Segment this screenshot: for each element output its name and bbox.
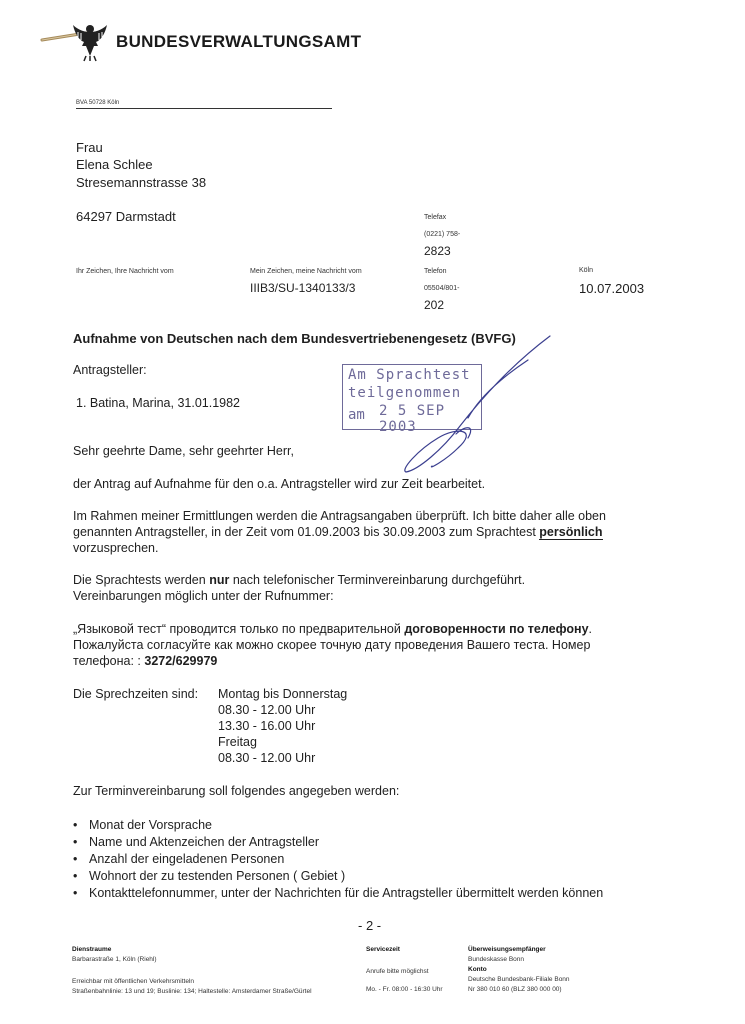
russian-text-a: „Языковой тест“ проводится только по предварительной bbox=[73, 622, 401, 636]
list-item: • Monat der Vorsprache bbox=[73, 817, 693, 834]
footer-premises bbox=[72, 945, 362, 997]
russian-emphasis: договоренности по телефону bbox=[404, 622, 589, 636]
russian-line-3 bbox=[73, 653, 673, 669]
footer-account-number: Nr 380 010 60 (BLZ 380 000 00) bbox=[468, 986, 562, 993]
footer-premises-title: Dienstraume bbox=[72, 946, 112, 953]
your-reference-label: Ihr Zeichen, Ihre Nachricht vom bbox=[76, 268, 174, 275]
russian-text-b: . bbox=[588, 622, 593, 636]
russian-phone-number: 3272/629979 bbox=[144, 654, 218, 668]
stamp-line-2: teilgenommen bbox=[348, 385, 462, 401]
paragraph-request-line-3: vorzusprechen. bbox=[73, 541, 159, 555]
recipient-name: Elena Schlee bbox=[76, 157, 153, 172]
paragraph-request-line-2 bbox=[73, 524, 673, 540]
paragraph-status: der Antrag auf Aufnahme für den o.a. Antragsteller wird zur Zeit bearbeitet. bbox=[73, 477, 486, 491]
stamp-line-3-prefix: am bbox=[348, 407, 365, 423]
footer-bank-name: Deutsche Bundesbank-Filiale Bonn bbox=[468, 976, 570, 983]
footer-service-hours: Mo. - Fr. 08:00 - 16:30 Uhr bbox=[366, 986, 443, 993]
list-item: • Wohnort der zu testenden Personen ( Gebiet ) bbox=[73, 868, 693, 885]
russian-line-1 bbox=[73, 621, 673, 637]
appointment-text-a: Die Sprachtests werden bbox=[73, 573, 206, 587]
footer-bank-recipient: Bundeskasse Bonn bbox=[468, 956, 525, 963]
my-reference-value: IIIB3/SU-1340133/3 bbox=[250, 281, 356, 295]
list-item: • Anzahl der eingeladenen Personen bbox=[73, 851, 693, 868]
recipient-city: 64297 Darmstadt bbox=[76, 209, 176, 224]
office-hours-label: Die Sprechzeiten sind: bbox=[73, 687, 199, 701]
footer-premises-address: Barbarastraße 1, Köln (Riehl) bbox=[72, 956, 157, 963]
footer-transit-label: Erreichbar mit öffentlichen Verkehrsmitteln bbox=[72, 978, 194, 985]
footer-bank bbox=[468, 945, 668, 995]
paragraph-appointment-line-2: Vereinbarungen möglich unter der Rufnummer: bbox=[73, 589, 334, 603]
sender-return-address: BVA 50728 Köln bbox=[76, 100, 120, 106]
applicant-entry: 1. Batina, Marina, 31.01.1982 bbox=[76, 396, 241, 410]
sender-divider bbox=[76, 108, 332, 109]
my-reference-label: Mein Zeichen, meine Nachricht vom bbox=[250, 268, 362, 275]
footer-transit-lines: Straßenbahnlinie: 13 und 19; Buslinie: 134; Haltestelle: Amsterdamer Straße/Gürtel bbox=[72, 988, 312, 995]
footer-service-title: Servicezeit bbox=[366, 946, 400, 953]
russian-phone-label: телефона: : bbox=[73, 654, 141, 668]
footer-service-note: Anrufe bitte möglichst bbox=[366, 968, 429, 975]
greeting: Sehr geehrte Dame, sehr geehrter Herr, bbox=[73, 444, 294, 458]
telefax-prefix: (0221) 758- bbox=[424, 231, 461, 238]
paragraph-appointment-line-1 bbox=[73, 572, 673, 588]
recipient-street: Stresemannstrasse 38 bbox=[76, 175, 207, 190]
office-hours-entry: 08.30 - 12.00 Uhr bbox=[218, 703, 316, 717]
paragraph-request-line-1: Im Rahmen meiner Ermittlungen werden die Antragsangaben überprüft. Ich bitte daher alle oben bbox=[73, 509, 606, 523]
emphasis-personally: persönlich bbox=[539, 525, 603, 539]
telefon-prefix: 05504/801- bbox=[424, 285, 460, 292]
telefax-extension: 2823 bbox=[424, 244, 451, 258]
place-label: Köln bbox=[579, 267, 594, 274]
letter-date: 10.07.2003 bbox=[579, 281, 645, 296]
emphasis-only: nur bbox=[209, 573, 230, 587]
list-item: • Kontakttelefonnummer, unter der Nachrichten für die Antragsteller übermittelt werden können bbox=[73, 885, 693, 902]
agency-name: BUNDESVERWALTUNGSAMT bbox=[116, 32, 362, 51]
footer-account-title: Konto bbox=[468, 966, 487, 973]
office-hours-entry: Freitag bbox=[218, 735, 257, 749]
russian-line-2: Пожалуйста согласуйте как можно скорее точную дату проведения Вашего теста. Номер bbox=[73, 638, 591, 652]
footer-service bbox=[366, 945, 466, 995]
page-number: - 2 - bbox=[358, 918, 382, 933]
paragraph-request-text: genannten Antragsteller, in der Zeit vom 01.09.2003 bis 30.09.2003 zum Sprachtest bbox=[73, 525, 536, 539]
stamp-line-1: Am Sprachtest bbox=[348, 367, 471, 383]
appointment-text-b: nach telefonischer Terminvereinbarung durchgeführt. bbox=[232, 573, 526, 587]
federal-eagle-icon bbox=[72, 22, 108, 62]
list-intro: Zur Terminvereinbarung soll folgendes angegeben werden: bbox=[73, 784, 400, 798]
office-hours-list bbox=[218, 686, 418, 766]
stamp-date: 2 5 SEP 2003 bbox=[379, 403, 446, 435]
telefon-extension: 202 bbox=[424, 298, 445, 312]
telefax-label: Telefax bbox=[424, 214, 447, 221]
office-hours-entry: 08.30 - 12.00 Uhr bbox=[218, 751, 316, 765]
required-info-list bbox=[73, 817, 693, 902]
applicant-label: Antragsteller: bbox=[73, 363, 147, 377]
recipient-salutation: Frau bbox=[76, 140, 103, 155]
office-hours-entry: Montag bis Donnerstag bbox=[218, 687, 348, 701]
list-item: • Name und Aktenzeichen der Antragsteller bbox=[73, 834, 693, 851]
footer-bank-title: Überweisungsempfänger bbox=[468, 946, 546, 953]
office-hours-entry: 13.30 - 16.00 Uhr bbox=[218, 719, 316, 733]
letter-subject: Aufnahme von Deutschen nach dem Bundesvertriebenengesetz (BVFG) bbox=[73, 331, 516, 346]
telefon-label: Telefon bbox=[424, 268, 447, 275]
